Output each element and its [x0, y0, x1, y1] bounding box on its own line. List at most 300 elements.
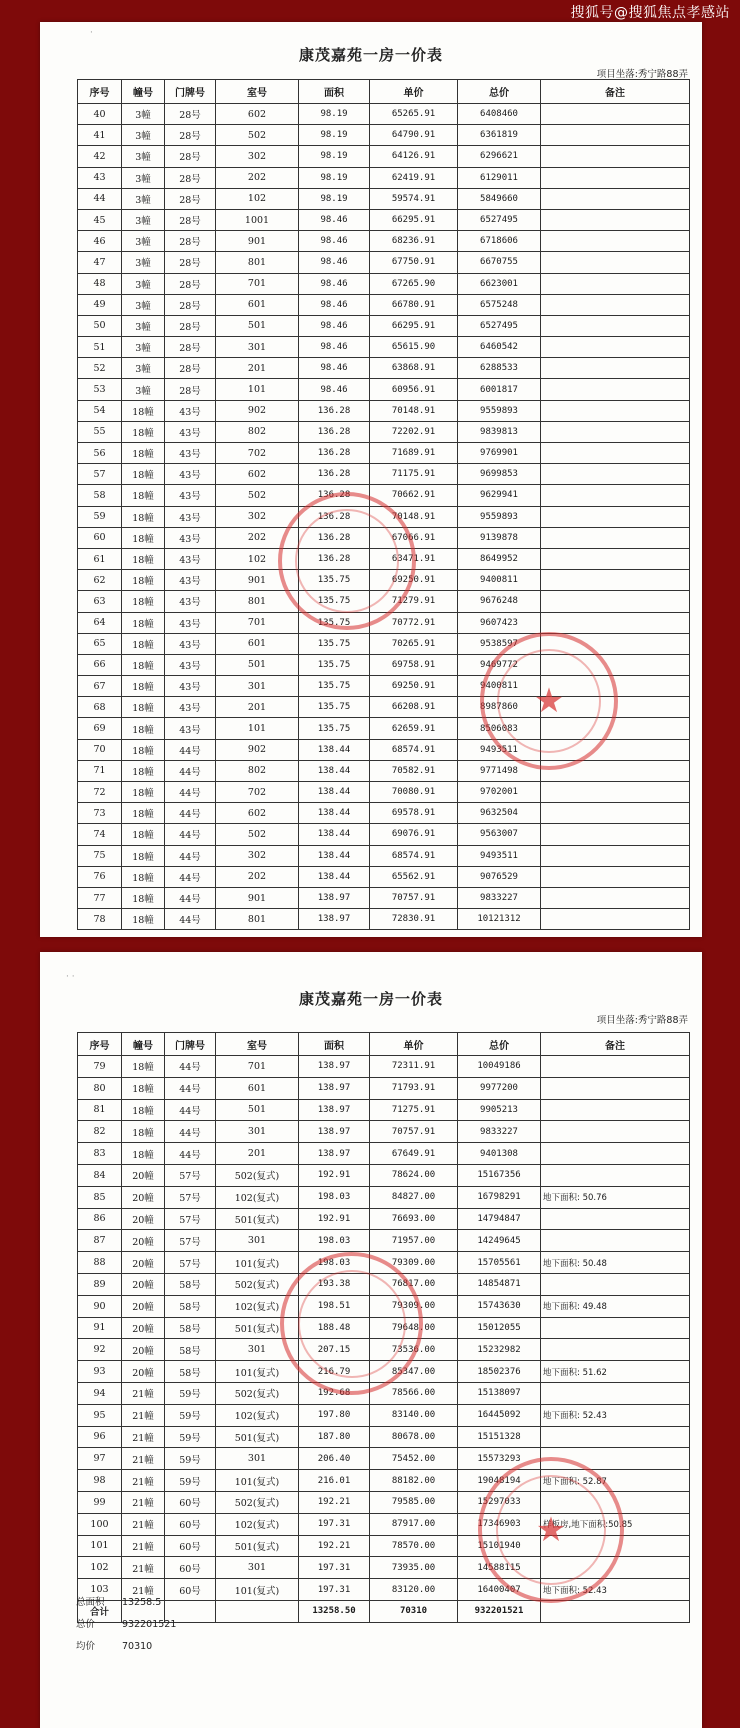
- table-cell: 136.28: [299, 527, 370, 548]
- table-cell: 77: [78, 887, 122, 908]
- table-cell: 3幢: [122, 273, 165, 294]
- column-header: 门牌号: [165, 1033, 216, 1056]
- table-cell: 97: [78, 1448, 122, 1470]
- average-price-value: 70310: [122, 1641, 153, 1652]
- table-row: [78, 294, 690, 315]
- table-cell: 136.28: [299, 506, 370, 527]
- table-cell: 201: [216, 358, 299, 379]
- table-cell: 6527495: [458, 315, 541, 336]
- table-cell: 69: [78, 718, 122, 739]
- table-cell: 地下面积: 52.43: [541, 1579, 690, 1601]
- table-cell: 18幢: [122, 887, 165, 908]
- table-cell: 14249645: [458, 1230, 541, 1252]
- column-header: 备注: [541, 80, 690, 104]
- table-cell: 802: [216, 760, 299, 781]
- table-cell: 8987860: [458, 697, 541, 718]
- table-row: [78, 273, 690, 294]
- total-price-value: 932201521: [122, 1619, 177, 1630]
- table-cell: 92: [78, 1339, 122, 1361]
- table-row: [78, 1339, 690, 1361]
- table-cell: 3幢: [122, 188, 165, 209]
- table-cell: 502(复式): [216, 1273, 299, 1295]
- table-cell: 101(复式): [216, 1361, 299, 1383]
- table-cell: [541, 1056, 690, 1078]
- table-cell: [541, 485, 690, 506]
- table-cell: 198.03: [299, 1252, 370, 1274]
- table-cell: 5849660: [458, 188, 541, 209]
- table-cell: 3幢: [122, 379, 165, 400]
- table-cell: 78624.00: [370, 1164, 458, 1186]
- table-cell: 206.40: [299, 1448, 370, 1470]
- table-row: [78, 104, 690, 125]
- price-sheet-page-2: [40, 952, 702, 1728]
- table-cell: 701: [216, 1056, 299, 1078]
- table-cell: 88: [78, 1252, 122, 1274]
- table-cell: 98.19: [299, 104, 370, 125]
- table-cell: 70310: [370, 1600, 458, 1622]
- table-cell: [541, 337, 690, 358]
- table-cell: 63471.91: [370, 548, 458, 569]
- table-cell: 28号: [165, 231, 216, 252]
- table-cell: 43号: [165, 676, 216, 697]
- table-row: [78, 548, 690, 569]
- table-cell: 地下面积: 51.62: [541, 1361, 690, 1383]
- table-row: [78, 146, 690, 167]
- table-cell: 9400811: [458, 570, 541, 591]
- table-cell: 81: [78, 1099, 122, 1121]
- table-cell: 20幢: [122, 1317, 165, 1339]
- table-cell: 3幢: [122, 146, 165, 167]
- table-cell: 78570.00: [370, 1535, 458, 1557]
- table-cell: 78566.00: [370, 1382, 458, 1404]
- table-cell: 67066.91: [370, 527, 458, 548]
- table-cell: 13258.50: [299, 1600, 370, 1622]
- table-cell: 88182.00: [370, 1470, 458, 1492]
- table-row: [78, 485, 690, 506]
- table-cell: 60号: [165, 1535, 216, 1557]
- table-cell: 202: [216, 527, 299, 548]
- total-area-value: 13258.5: [122, 1597, 162, 1608]
- table-cell: 6129011: [458, 167, 541, 188]
- table-row: [78, 1208, 690, 1230]
- table-cell: 18幢: [122, 443, 165, 464]
- table-cell: 9839813: [458, 421, 541, 442]
- table-cell: 18幢: [122, 1056, 165, 1078]
- table-cell: 85347.00: [370, 1361, 458, 1383]
- table-cell: 68236.91: [370, 231, 458, 252]
- column-header: 总价: [458, 80, 541, 104]
- table-cell: 197.31: [299, 1513, 370, 1535]
- table-cell: 18幢: [122, 506, 165, 527]
- column-header: 备注: [541, 1033, 690, 1056]
- table-cell: 70080.91: [370, 782, 458, 803]
- table-cell: 71793.91: [370, 1077, 458, 1099]
- table-cell: 72202.91: [370, 421, 458, 442]
- table-cell: 21幢: [122, 1491, 165, 1513]
- table-cell: 16400407: [458, 1579, 541, 1601]
- table-cell: 701: [216, 612, 299, 633]
- table-cell: 6296621: [458, 146, 541, 167]
- table-cell: 64126.91: [370, 146, 458, 167]
- table-cell: 9493511: [458, 845, 541, 866]
- table-cell: [541, 1143, 690, 1165]
- table-row: [78, 464, 690, 485]
- table-cell: 55: [78, 421, 122, 442]
- table-cell: 21幢: [122, 1404, 165, 1426]
- table-cell: 197.80: [299, 1404, 370, 1426]
- table-cell: 18幢: [122, 1121, 165, 1143]
- table-cell: 198.51: [299, 1295, 370, 1317]
- table-cell: 75452.00: [370, 1448, 458, 1470]
- table-cell: 3幢: [122, 337, 165, 358]
- table-cell: 192.91: [299, 1164, 370, 1186]
- table-cell: [541, 654, 690, 675]
- table-cell: 78: [78, 909, 122, 930]
- table-cell: 702: [216, 443, 299, 464]
- table-cell: 44号: [165, 803, 216, 824]
- table-cell: 71275.91: [370, 1099, 458, 1121]
- table-cell: 15232982: [458, 1339, 541, 1361]
- table-cell: 59号: [165, 1404, 216, 1426]
- table-row: [78, 676, 690, 697]
- table-cell: 6460542: [458, 337, 541, 358]
- table-cell: 70772.91: [370, 612, 458, 633]
- table-cell: 501(复式): [216, 1426, 299, 1448]
- table-cell: [541, 1317, 690, 1339]
- table-cell: 41: [78, 125, 122, 146]
- table-cell: [541, 1077, 690, 1099]
- table-cell: 138.97: [299, 887, 370, 908]
- table-cell: 67265.90: [370, 273, 458, 294]
- table-cell: 20幢: [122, 1361, 165, 1383]
- table-cell: 90: [78, 1295, 122, 1317]
- table-cell: 49: [78, 294, 122, 315]
- table-cell: 138.97: [299, 909, 370, 930]
- table-cell: 地下面积: 49.48: [541, 1295, 690, 1317]
- table-row: [78, 1491, 690, 1513]
- table-row: [78, 760, 690, 781]
- table-cell: 3幢: [122, 315, 165, 336]
- table-cell: 102(复式): [216, 1404, 299, 1426]
- table-row: [78, 803, 690, 824]
- table-cell: 136.28: [299, 400, 370, 421]
- table-cell: [541, 506, 690, 527]
- table-cell: 138.44: [299, 803, 370, 824]
- table-cell: 18幢: [122, 1099, 165, 1121]
- table-cell: 3幢: [122, 125, 165, 146]
- column-header: 面积: [299, 1033, 370, 1056]
- table-cell: 43号: [165, 697, 216, 718]
- table-cell: 3幢: [122, 104, 165, 125]
- table-cell: 60号: [165, 1579, 216, 1601]
- table-cell: 43号: [165, 443, 216, 464]
- table-cell: 902: [216, 400, 299, 421]
- table-cell: 502: [216, 824, 299, 845]
- table-cell: 43号: [165, 570, 216, 591]
- table-row: [78, 209, 690, 230]
- table-cell: 16445092: [458, 1404, 541, 1426]
- table-cell: 20幢: [122, 1208, 165, 1230]
- table-cell: 44号: [165, 1099, 216, 1121]
- table-row: [78, 252, 690, 273]
- table-cell: [541, 252, 690, 273]
- table-cell: 51: [78, 337, 122, 358]
- table-cell: 18幢: [122, 866, 165, 887]
- table-header-row: [78, 80, 690, 104]
- table-cell: 98.19: [299, 188, 370, 209]
- table-cell: 65265.91: [370, 104, 458, 125]
- table-cell: 71957.00: [370, 1230, 458, 1252]
- table-cell: 76693.00: [370, 1208, 458, 1230]
- table-row: [78, 1273, 690, 1295]
- table-cell: 59号: [165, 1426, 216, 1448]
- table-cell: 21幢: [122, 1470, 165, 1492]
- table-cell: 59574.91: [370, 188, 458, 209]
- table-cell: 3幢: [122, 294, 165, 315]
- table-cell: 9538597: [458, 633, 541, 654]
- table-cell: 20幢: [122, 1186, 165, 1208]
- table-cell: 9905213: [458, 1099, 541, 1121]
- table-cell: 9559893: [458, 506, 541, 527]
- table-cell: 198.03: [299, 1230, 370, 1252]
- table-cell: 61: [78, 548, 122, 569]
- table-row: [78, 718, 690, 739]
- table-cell: 86: [78, 1208, 122, 1230]
- table-cell: 21幢: [122, 1513, 165, 1535]
- table-cell: 138.97: [299, 1099, 370, 1121]
- table-cell: [541, 443, 690, 464]
- table-row: [78, 866, 690, 887]
- table-cell: [541, 676, 690, 697]
- table-cell: 71: [78, 760, 122, 781]
- table-cell: 93: [78, 1361, 122, 1383]
- table-cell: 135.75: [299, 697, 370, 718]
- table-row: [78, 1295, 690, 1317]
- table-cell: 64: [78, 612, 122, 633]
- table-cell: 21幢: [122, 1579, 165, 1601]
- table-cell: 502(复式): [216, 1164, 299, 1186]
- table-cell: [541, 209, 690, 230]
- table-row: [78, 1143, 690, 1165]
- table-cell: 68574.91: [370, 739, 458, 760]
- table-cell: 98.46: [299, 231, 370, 252]
- table-cell: 18幢: [122, 464, 165, 485]
- table-cell: 43号: [165, 612, 216, 633]
- table-cell: [541, 167, 690, 188]
- table-cell: 6623001: [458, 273, 541, 294]
- table-cell: 地下面积: 52.43: [541, 1404, 690, 1426]
- table-cell: 28号: [165, 252, 216, 273]
- table-cell: 9632504: [458, 803, 541, 824]
- table-cell: 101: [78, 1535, 122, 1557]
- table-cell: 28号: [165, 146, 216, 167]
- table-cell: 801: [216, 909, 299, 930]
- table-cell: [541, 1491, 690, 1513]
- table-cell: 47: [78, 252, 122, 273]
- table-cell: 135.75: [299, 570, 370, 591]
- table-cell: 15705561: [458, 1252, 541, 1274]
- table-cell: 9401308: [458, 1143, 541, 1165]
- table-cell: 64790.91: [370, 125, 458, 146]
- table-cell: [541, 760, 690, 781]
- column-header: 幢号: [122, 1033, 165, 1056]
- table-cell: 98.19: [299, 125, 370, 146]
- table-row: [78, 1470, 690, 1492]
- table-cell: 21幢: [122, 1382, 165, 1404]
- table-cell: 67750.91: [370, 252, 458, 273]
- table-cell: 70148.91: [370, 400, 458, 421]
- table-cell: 58: [78, 485, 122, 506]
- table-cell: 91: [78, 1317, 122, 1339]
- table-cell: 85: [78, 1186, 122, 1208]
- table-header-row: [78, 1033, 690, 1056]
- table-row: [78, 1186, 690, 1208]
- table-row: [78, 1535, 690, 1557]
- table-cell: 301: [216, 1448, 299, 1470]
- table-cell: 57号: [165, 1230, 216, 1252]
- table-cell: 60号: [165, 1557, 216, 1579]
- table-cell: 66295.91: [370, 209, 458, 230]
- table-cell: 135.75: [299, 718, 370, 739]
- table-cell: 98.46: [299, 294, 370, 315]
- table-cell: 18幢: [122, 739, 165, 760]
- table-cell: 602: [216, 104, 299, 125]
- table-cell: 71175.91: [370, 464, 458, 485]
- table-cell: [541, 824, 690, 845]
- table-cell: 9833227: [458, 887, 541, 908]
- table-cell: 44号: [165, 866, 216, 887]
- table-cell: 76817.00: [370, 1273, 458, 1295]
- table-cell: 102(复式): [216, 1513, 299, 1535]
- table-cell: 502: [216, 125, 299, 146]
- table-cell: 135.75: [299, 633, 370, 654]
- table-cell: 60: [78, 527, 122, 548]
- table-cell: 101: [216, 718, 299, 739]
- table-cell: 501(复式): [216, 1208, 299, 1230]
- table-cell: 15297033: [458, 1491, 541, 1513]
- table-cell: 43号: [165, 464, 216, 485]
- table-cell: 58号: [165, 1273, 216, 1295]
- table-cell: 502(复式): [216, 1491, 299, 1513]
- table-cell: 138.44: [299, 866, 370, 887]
- column-header: 门牌号: [165, 80, 216, 104]
- table-cell: 73935.00: [370, 1557, 458, 1579]
- table-cell: 44: [78, 188, 122, 209]
- table-cell: 57号: [165, 1208, 216, 1230]
- table-cell: 82: [78, 1121, 122, 1143]
- table-cell: 6001817: [458, 379, 541, 400]
- table-row: [78, 1448, 690, 1470]
- table-cell: 58号: [165, 1295, 216, 1317]
- table-cell: 28号: [165, 379, 216, 400]
- table-cell: 202: [216, 167, 299, 188]
- table-cell: 44号: [165, 909, 216, 930]
- table-cell: 3幢: [122, 209, 165, 230]
- table-cell: 701: [216, 273, 299, 294]
- table-cell: 18幢: [122, 909, 165, 930]
- column-header: 序号: [78, 1033, 122, 1056]
- table-cell: [541, 146, 690, 167]
- table-cell: 70148.91: [370, 506, 458, 527]
- price-table: [77, 79, 690, 930]
- table-cell: 44号: [165, 760, 216, 781]
- table-cell: 9702001: [458, 782, 541, 803]
- table-cell: 20幢: [122, 1230, 165, 1252]
- table-cell: 101(复式): [216, 1252, 299, 1274]
- table-cell: 18幢: [122, 718, 165, 739]
- table-cell: 98.46: [299, 273, 370, 294]
- table-cell: 10049186: [458, 1056, 541, 1078]
- table-cell: 18幢: [122, 676, 165, 697]
- table-cell: 56: [78, 443, 122, 464]
- table-cell: 87: [78, 1230, 122, 1252]
- table-cell: 43号: [165, 654, 216, 675]
- table-row: [78, 887, 690, 908]
- table-cell: 301: [216, 1121, 299, 1143]
- table-cell: 65562.91: [370, 866, 458, 887]
- table-cell: 20幢: [122, 1252, 165, 1274]
- table-cell: 18幢: [122, 697, 165, 718]
- table-cell: 136.28: [299, 443, 370, 464]
- table-cell: [541, 1273, 690, 1295]
- table-cell: 901: [216, 570, 299, 591]
- table-row: [78, 1513, 690, 1535]
- table-cell: 301: [216, 676, 299, 697]
- total-price-label: 总价: [76, 1619, 96, 1630]
- table-cell: 19048194: [458, 1470, 541, 1492]
- table-cell: 18幢: [122, 824, 165, 845]
- table-cell: 98.19: [299, 146, 370, 167]
- table-cell: 18幢: [122, 612, 165, 633]
- table-cell: 901: [216, 887, 299, 908]
- table-cell: 98.46: [299, 209, 370, 230]
- table-cell: 302: [216, 506, 299, 527]
- table-cell: 9563007: [458, 824, 541, 845]
- table-row: [78, 1077, 690, 1099]
- table-cell: 3幢: [122, 358, 165, 379]
- table-cell: 57号: [165, 1164, 216, 1186]
- table-cell: [541, 633, 690, 654]
- table-cell: 18幢: [122, 633, 165, 654]
- table-cell: 102: [216, 188, 299, 209]
- table-cell: 28号: [165, 167, 216, 188]
- table-cell: 98.46: [299, 379, 370, 400]
- table-cell: 198.03: [299, 1186, 370, 1208]
- table-row: [78, 1121, 690, 1143]
- watermark-text: 搜狐号@搜狐焦点孝感站: [570, 5, 730, 21]
- table-cell: 138.97: [299, 1056, 370, 1078]
- table-cell: 6575248: [458, 294, 541, 315]
- table-cell: 44号: [165, 824, 216, 845]
- table-cell: 20幢: [122, 1273, 165, 1295]
- table-cell: 14854871: [458, 1273, 541, 1295]
- table-cell: 100: [78, 1513, 122, 1535]
- table-cell: 68: [78, 697, 122, 718]
- column-header: 单价: [370, 80, 458, 104]
- table-cell: 98.19: [299, 167, 370, 188]
- column-header: 幢号: [122, 80, 165, 104]
- table-cell: 98.46: [299, 337, 370, 358]
- table-cell: 67: [78, 676, 122, 697]
- page-title: 康茂嘉苑一房一价表: [298, 990, 443, 1008]
- table-cell: 601: [216, 633, 299, 654]
- table-cell: 192.21: [299, 1491, 370, 1513]
- table-row: [78, 443, 690, 464]
- table-cell: 99: [78, 1491, 122, 1513]
- table-cell: 43号: [165, 400, 216, 421]
- column-header: 室号: [216, 80, 299, 104]
- table-cell: 18幢: [122, 591, 165, 612]
